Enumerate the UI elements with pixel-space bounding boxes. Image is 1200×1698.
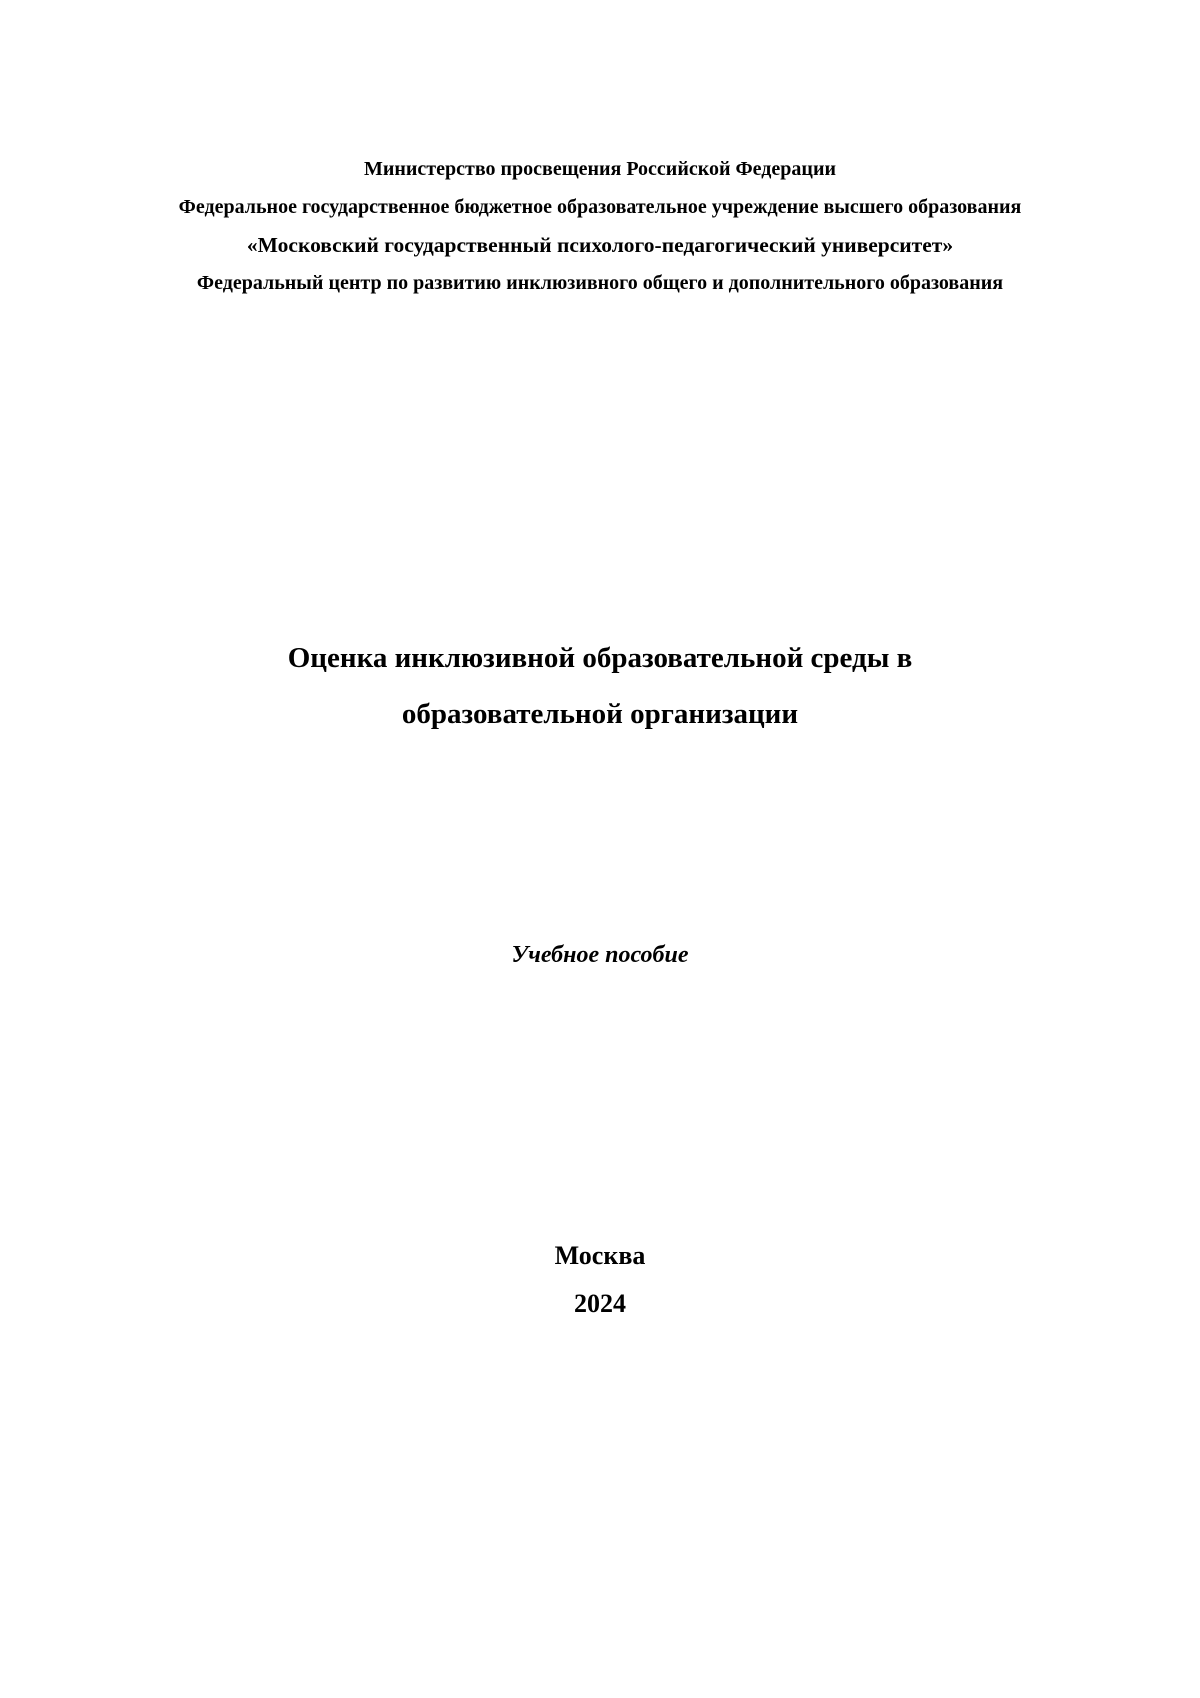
university-name: «Московский государственный психолого-педагогический университет» [246, 233, 954, 257]
document-title [0, 630, 1200, 742]
title-line-1: Оценка инклюзивной образовательной среды в [287, 642, 913, 674]
center-name: Федеральный центр по развитию инклюзивного общего и дополнительного образования [196, 272, 1004, 294]
document-subtitle: Учебное пособие [511, 942, 689, 968]
title-line-2: образовательной организации [401, 698, 799, 730]
header-block [0, 150, 1200, 302]
footer-block [0, 1232, 1200, 1328]
year: 2024 [574, 1289, 626, 1318]
institution-type: Федеральное государственное бюджетное образовательное учреждение высшего образования [178, 196, 1022, 218]
ministry-name: Министерство просвещения Российской Федерации [363, 158, 836, 180]
city: Москва [554, 1241, 646, 1270]
